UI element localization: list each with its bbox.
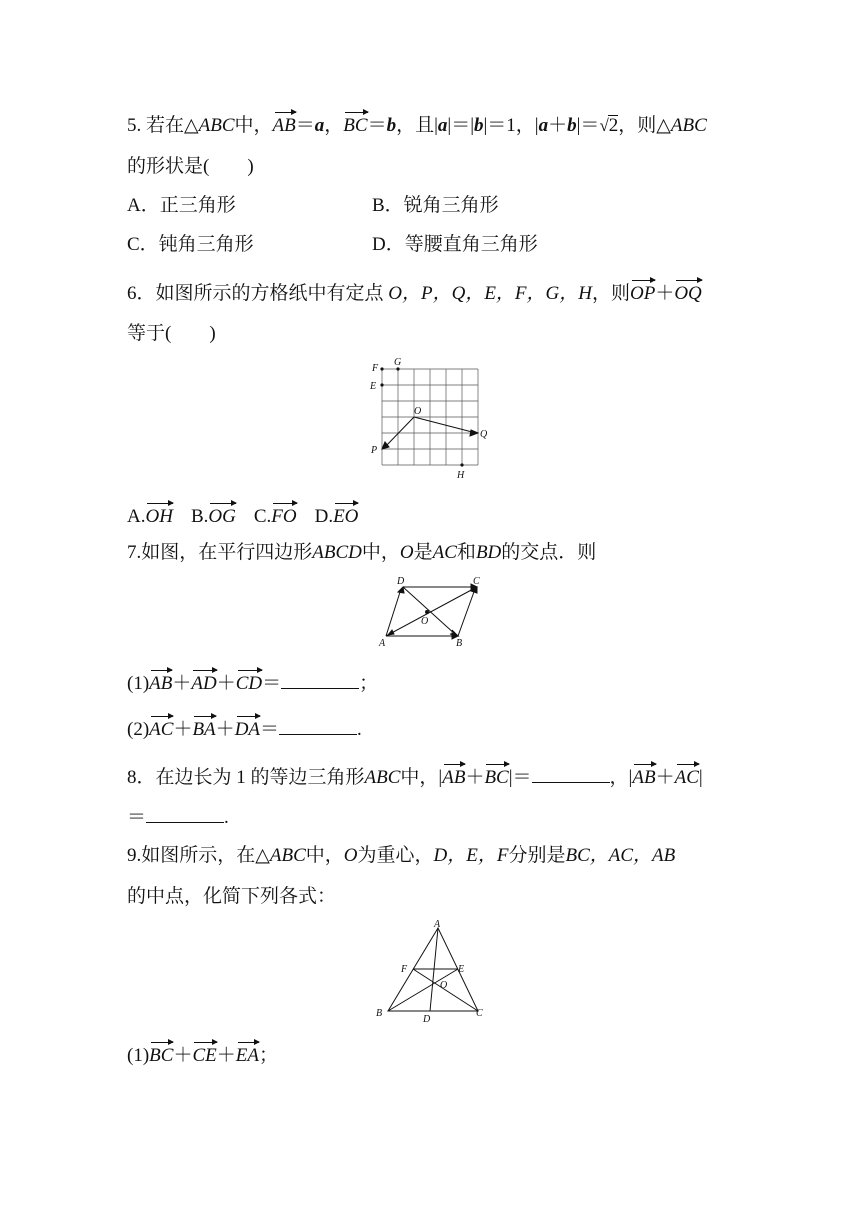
vector-ab: AB	[149, 673, 173, 694]
q7-parallelogram-figure	[370, 574, 500, 650]
answer-blank[interactable]	[279, 716, 357, 735]
q6-grid-figure	[365, 352, 500, 484]
plus: ＋	[216, 673, 236, 694]
q9-line2: 的中点，化简下列各式：	[127, 886, 337, 907]
label-h: H	[457, 470, 465, 481]
vector-ce: CE	[192, 1045, 217, 1066]
q6-text: 6．如图所示的方格纸中有定点	[127, 283, 384, 304]
q5-cond-mid: |＝|	[447, 115, 474, 136]
vector-ac: AC	[674, 767, 699, 788]
q5-line1: 5. 若在△ABC中，AB＝a，BC＝b，且|a|＝|b|＝1，|a＋b|＝√2，则△ABC	[127, 115, 707, 136]
plus: ＋	[216, 1045, 236, 1066]
q8-text-a: 8．在边长为 1 的等边三角形	[127, 767, 365, 788]
q6-options	[127, 505, 358, 529]
q5-triangle: ABC	[198, 115, 235, 136]
q6-points: O，P，Q，E，F，G，H	[388, 283, 592, 304]
vector-ab-2: AB	[632, 767, 656, 788]
q5-text: 若在△	[146, 115, 199, 136]
label-e: E	[458, 964, 465, 975]
vector-op: OP	[629, 283, 656, 304]
q8-mid: |＝	[508, 767, 532, 788]
q9-text-d: 分别是	[508, 845, 566, 866]
label-c: C	[473, 576, 480, 587]
q9-text-c: 为重心，	[357, 845, 434, 866]
q8-comma: ，|	[609, 767, 633, 788]
q6-option-d-vector: EO	[333, 506, 359, 527]
q9-o: O	[343, 845, 358, 866]
label-a: A	[434, 919, 441, 930]
answer-blank[interactable]	[281, 670, 359, 689]
q9-def: D，E，F	[433, 845, 509, 866]
q5-plus: ＋	[548, 115, 568, 136]
vector-ad: AD	[191, 673, 217, 694]
q5-comma: ，	[324, 115, 344, 136]
plus: ＋	[465, 767, 485, 788]
label-c: C	[476, 1008, 483, 1019]
q6-line2: 等于( )	[127, 323, 216, 344]
q7-text-a: 7.如图，在平行四边形	[127, 542, 313, 563]
q8-text-b: 中，|	[400, 767, 443, 788]
q8-line1	[127, 764, 703, 790]
answer-blank[interactable]	[146, 804, 224, 823]
q7-p2-end: .	[357, 719, 362, 740]
q9-sides: BC，AC，AB	[565, 845, 676, 866]
q5-eq-b: ＝	[367, 115, 387, 136]
q7-o: O	[399, 542, 414, 563]
vector-cd: CD	[235, 673, 263, 694]
q5-norm-end: |＝	[576, 115, 600, 136]
q7-text-b: 中，	[361, 542, 400, 563]
q5-triangle-2: ABC	[670, 115, 707, 136]
grid	[382, 369, 478, 465]
label-d: D	[397, 576, 405, 587]
q6-then: ，则	[591, 283, 630, 304]
q9-p1-prefix: (1)	[127, 1045, 150, 1066]
q6-line1	[127, 282, 702, 306]
vector-oq: OQ	[674, 283, 702, 304]
q7-abcd: ABCD	[312, 542, 362, 563]
q5-eq: ＝	[295, 115, 315, 136]
vector-a: a	[314, 115, 325, 136]
q5-option-b: B．锐角三角形	[372, 195, 499, 216]
q7-p1-prefix: (1)	[127, 673, 150, 694]
vector-a-sum: a	[538, 115, 549, 136]
answer-blank[interactable]	[532, 764, 610, 783]
q7-part2	[127, 716, 362, 742]
q7-p1-end: ；	[359, 673, 379, 694]
q6-plus: ＋	[655, 283, 675, 304]
label-o: O	[440, 980, 448, 991]
label-b: B	[376, 1008, 383, 1019]
plus: ＋	[215, 719, 235, 740]
label-p: P	[371, 445, 378, 456]
label-q: Q	[480, 429, 488, 440]
q9-text-b: 中，	[305, 845, 344, 866]
q6-option-a-vector: OH	[145, 506, 173, 527]
vector-ac: AC	[149, 719, 174, 740]
equals: ＝	[262, 673, 282, 694]
label-a: A	[379, 638, 386, 649]
q9-line1	[127, 844, 675, 868]
q5-number: 5.	[127, 115, 142, 136]
q6-option-c-label: C.	[253, 506, 272, 527]
q7-ac: AC	[432, 542, 457, 563]
q9-end: ；	[258, 1045, 278, 1066]
label-b: B	[456, 638, 463, 649]
q9-part1	[127, 1044, 278, 1068]
label-o: O	[414, 406, 422, 417]
q5-text-mid: 中，	[234, 115, 273, 136]
q6-option-c-vector: FO	[271, 506, 297, 527]
plus: ＋	[655, 767, 675, 788]
equals: ＝	[260, 719, 280, 740]
sqrt-two: 2	[608, 115, 619, 136]
vector-ab: AB	[442, 767, 466, 788]
vector-b-sum: b	[567, 115, 577, 136]
vector-bc: BC	[484, 767, 509, 788]
label-o: O	[421, 616, 429, 627]
q9-triangle-figure	[368, 916, 494, 1026]
q6-option-a-label: A.	[127, 506, 146, 527]
q8-end: .	[224, 807, 229, 828]
vector-a-norm: a	[437, 115, 448, 136]
vector-da: DA	[234, 719, 261, 740]
vector-bc: BC	[149, 1045, 174, 1066]
vector-bc: BC	[343, 115, 368, 136]
vector-b-norm: b	[474, 115, 484, 136]
q8-abc: ABC	[364, 767, 401, 788]
q5-cond-end: |＝1，|	[483, 115, 539, 136]
vector-ab: AB	[272, 115, 296, 136]
q5-cond: ，且|	[396, 115, 438, 136]
q9-text-a: 9.如图所示，在△	[127, 845, 270, 866]
q8-close: |	[698, 767, 703, 788]
q5-tail: ，则△	[618, 115, 671, 136]
q7-line1	[127, 541, 596, 565]
label-f: F	[401, 964, 408, 975]
label-d: D	[423, 1014, 431, 1025]
q7-part1	[127, 670, 378, 696]
q8-line2	[127, 804, 229, 830]
q6-option-d-label: D.	[314, 506, 334, 527]
plus: ＋	[172, 673, 192, 694]
label-f: F	[372, 363, 379, 374]
q7-text-c: 是	[413, 542, 433, 563]
q5-option-a: A．正三角形	[127, 195, 236, 216]
q7-text-d: 和	[456, 542, 476, 563]
q7-bd: BD	[475, 542, 502, 563]
plus: ＋	[173, 719, 193, 740]
vector-ba: BA	[192, 719, 216, 740]
q7-text-e: 的交点．则	[501, 542, 597, 563]
q6-option-b-vector: OG	[208, 506, 236, 527]
q9-abc: ABC	[269, 845, 306, 866]
q7-p2-prefix: (2)	[127, 719, 150, 740]
label-g: G	[394, 357, 402, 368]
vector-b: b	[386, 115, 397, 136]
q5-option-c: C．钝角三角形	[127, 234, 254, 255]
q6-option-b-label: B.	[190, 506, 209, 527]
equals: ＝	[127, 807, 147, 828]
label-e: E	[370, 381, 377, 392]
q5-option-d: D．等腰直角三角形	[372, 234, 538, 255]
q5-line2: 的形状是( )	[127, 156, 254, 177]
plus: ＋	[173, 1045, 193, 1066]
vector-ea: EA	[235, 1045, 259, 1066]
